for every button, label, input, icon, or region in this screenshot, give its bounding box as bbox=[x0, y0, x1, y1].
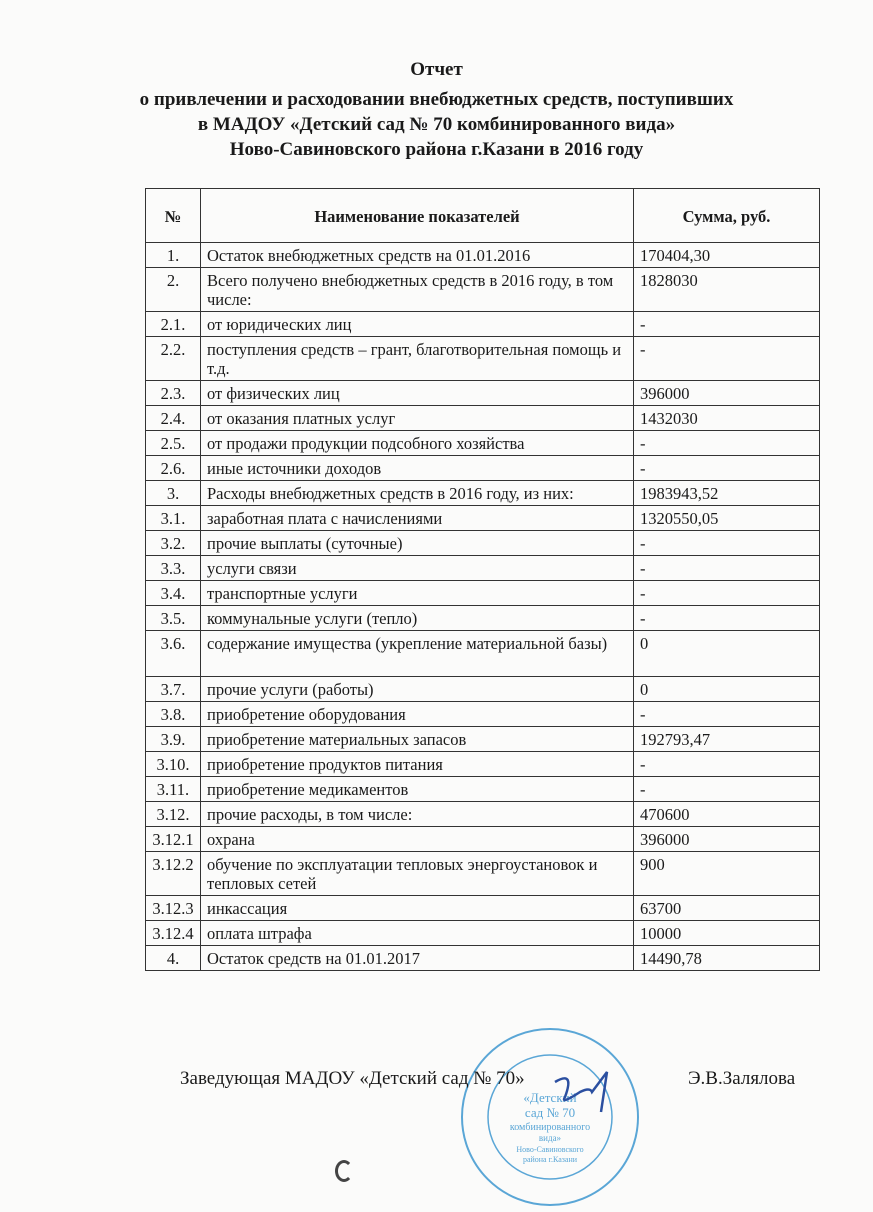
row-sum: 0 bbox=[634, 631, 820, 677]
row-number: 3. bbox=[146, 481, 201, 506]
header-name: Наименование показателей bbox=[201, 189, 634, 243]
row-name: приобретение продуктов питания bbox=[201, 752, 634, 777]
row-name: Всего получено внебюджетных средств в 2016 году, в том числе: bbox=[201, 268, 634, 312]
row-name: приобретение медикаментов bbox=[201, 777, 634, 802]
row-number: 3.3. bbox=[146, 556, 201, 581]
table-row bbox=[146, 312, 820, 337]
table-row bbox=[146, 752, 820, 777]
table-row bbox=[146, 827, 820, 852]
row-number: 2.6. bbox=[146, 456, 201, 481]
row-number: 3.12.2 bbox=[146, 852, 201, 896]
row-sum: 14490,78 bbox=[634, 946, 820, 971]
row-number: 3.10. bbox=[146, 752, 201, 777]
row-number: 3.9. bbox=[146, 727, 201, 752]
table-row bbox=[146, 677, 820, 702]
table-row bbox=[146, 777, 820, 802]
report-subtitle-2: в МАДОУ «Детский сад № 70 комбинированного вида» bbox=[197, 114, 676, 135]
row-number: 3.8. bbox=[146, 702, 201, 727]
row-number: 2.5. bbox=[146, 431, 201, 456]
row-name: инкассация bbox=[201, 896, 634, 921]
report-table bbox=[145, 188, 820, 971]
table-row bbox=[146, 243, 820, 268]
row-sum: - bbox=[634, 531, 820, 556]
row-number: 3.5. bbox=[146, 606, 201, 631]
row-number: 3.6. bbox=[146, 631, 201, 677]
row-sum: - bbox=[634, 312, 820, 337]
row-name: оплата штрафа bbox=[201, 921, 634, 946]
row-sum: - bbox=[634, 752, 820, 777]
table-row bbox=[146, 481, 820, 506]
row-sum: - bbox=[634, 606, 820, 631]
row-number: 3.4. bbox=[146, 581, 201, 606]
table-row bbox=[146, 921, 820, 946]
table-row bbox=[146, 631, 820, 677]
row-number: 2.1. bbox=[146, 312, 201, 337]
row-name: приобретение оборудования bbox=[201, 702, 634, 727]
row-name: иные источники доходов bbox=[201, 456, 634, 481]
row-sum: - bbox=[634, 431, 820, 456]
official-stamp bbox=[455, 1022, 645, 1212]
row-sum: 192793,47 bbox=[634, 727, 820, 752]
row-number: 4. bbox=[146, 946, 201, 971]
svg-text:сад № 70: сад № 70 bbox=[524, 1105, 576, 1120]
table-header bbox=[146, 189, 820, 243]
row-number: 3.1. bbox=[146, 506, 201, 531]
row-sum: 396000 bbox=[634, 381, 820, 406]
row-number: 2.3. bbox=[146, 381, 201, 406]
svg-text:района г.Казани: района г.Казани bbox=[522, 1155, 578, 1164]
table-row bbox=[146, 431, 820, 456]
table-row bbox=[146, 852, 820, 896]
report-title: Отчет bbox=[410, 59, 463, 80]
row-name: от оказания платных услуг bbox=[201, 406, 634, 431]
row-name: от продажи продукции подсобного хозяйства bbox=[201, 431, 634, 456]
row-number: 3.11. bbox=[146, 777, 201, 802]
report-subtitle-3: Ново-Савиновского района г.Казани в 2016 году bbox=[229, 139, 644, 160]
row-sum: - bbox=[634, 456, 820, 481]
svg-text:вида»: вида» bbox=[538, 1133, 562, 1143]
row-name: прочие расходы, в том числе: bbox=[201, 802, 634, 827]
table-row bbox=[146, 531, 820, 556]
table-row bbox=[146, 381, 820, 406]
row-name: Остаток внебюджетных средств на 01.01.2016 bbox=[201, 243, 634, 268]
row-name: обучение по эксплуатации тепловых энергоустановок и тепловых сетей bbox=[201, 852, 634, 896]
row-number: 3.12.3 bbox=[146, 896, 201, 921]
row-number: 3.7. bbox=[146, 677, 201, 702]
table-row bbox=[146, 406, 820, 431]
row-sum: 0 bbox=[634, 677, 820, 702]
row-sum: 396000 bbox=[634, 827, 820, 852]
row-number: 2.4. bbox=[146, 406, 201, 431]
table-row bbox=[146, 456, 820, 481]
row-sum: - bbox=[634, 777, 820, 802]
row-sum: 63700 bbox=[634, 896, 820, 921]
row-sum: 470600 bbox=[634, 802, 820, 827]
row-sum: 10000 bbox=[634, 921, 820, 946]
table-row bbox=[146, 896, 820, 921]
row-name: от юридических лиц bbox=[201, 312, 634, 337]
row-name: услуги связи bbox=[201, 556, 634, 581]
row-sum: 1432030 bbox=[634, 406, 820, 431]
row-sum: - bbox=[634, 702, 820, 727]
row-sum: - bbox=[634, 337, 820, 381]
table-row bbox=[146, 802, 820, 827]
binder-hole-mark bbox=[335, 1160, 353, 1182]
header-sum: Сумма, руб. bbox=[634, 189, 820, 243]
svg-text:«Детский: «Детский bbox=[523, 1090, 577, 1105]
row-sum: 900 bbox=[634, 852, 820, 896]
svg-text:комбинированного: комбинированного bbox=[509, 1122, 591, 1133]
row-name: прочие услуги (работы) bbox=[201, 677, 634, 702]
row-name: поступления средств – грант, благотворительная помощь и т.д. bbox=[201, 337, 634, 381]
row-name: транспортные услуги bbox=[201, 581, 634, 606]
row-sum: 170404,30 bbox=[634, 243, 820, 268]
row-sum: 1828030 bbox=[634, 268, 820, 312]
row-name: Остаток средств на 01.01.2017 bbox=[201, 946, 634, 971]
table-row bbox=[146, 606, 820, 631]
row-sum: - bbox=[634, 556, 820, 581]
row-number: 3.12.4 bbox=[146, 921, 201, 946]
row-number: 3.12. bbox=[146, 802, 201, 827]
table-row bbox=[146, 581, 820, 606]
signatory-name: Э.В.Залялова bbox=[688, 1068, 796, 1089]
row-name: Расходы внебюджетных средств в 2016 году, из них: bbox=[201, 481, 634, 506]
header-number: № bbox=[146, 189, 201, 243]
row-name: заработная плата с начислениями bbox=[201, 506, 634, 531]
table-row bbox=[146, 506, 820, 531]
signatory-position: Заведующая МАДОУ «Детский сад № 70» bbox=[180, 1068, 525, 1089]
table-row bbox=[146, 946, 820, 971]
row-number: 3.2. bbox=[146, 531, 201, 556]
table-row bbox=[146, 337, 820, 381]
row-name: приобретение материальных запасов bbox=[201, 727, 634, 752]
row-name: от физических лиц bbox=[201, 381, 634, 406]
row-number: 2. bbox=[146, 268, 201, 312]
row-sum: 1320550,05 bbox=[634, 506, 820, 531]
table-row bbox=[146, 556, 820, 581]
row-number: 2.2. bbox=[146, 337, 201, 381]
row-name: прочие выплаты (суточные) bbox=[201, 531, 634, 556]
row-name: коммунальные услуги (тепло) bbox=[201, 606, 634, 631]
report-subtitle-1: о привлечении и расходовании внебюджетных средств, поступивших bbox=[139, 89, 734, 110]
svg-text:Ново-Савиновского: Ново-Савиновского bbox=[516, 1145, 584, 1154]
row-sum: 1983943,52 bbox=[634, 481, 820, 506]
table-row bbox=[146, 702, 820, 727]
row-name: охрана bbox=[201, 827, 634, 852]
row-sum: - bbox=[634, 581, 820, 606]
row-number: 3.12.1 bbox=[146, 827, 201, 852]
row-number: 1. bbox=[146, 243, 201, 268]
table-row bbox=[146, 268, 820, 312]
table-row bbox=[146, 727, 820, 752]
row-name: содержание имущества (укрепление материальной базы) bbox=[201, 631, 634, 677]
